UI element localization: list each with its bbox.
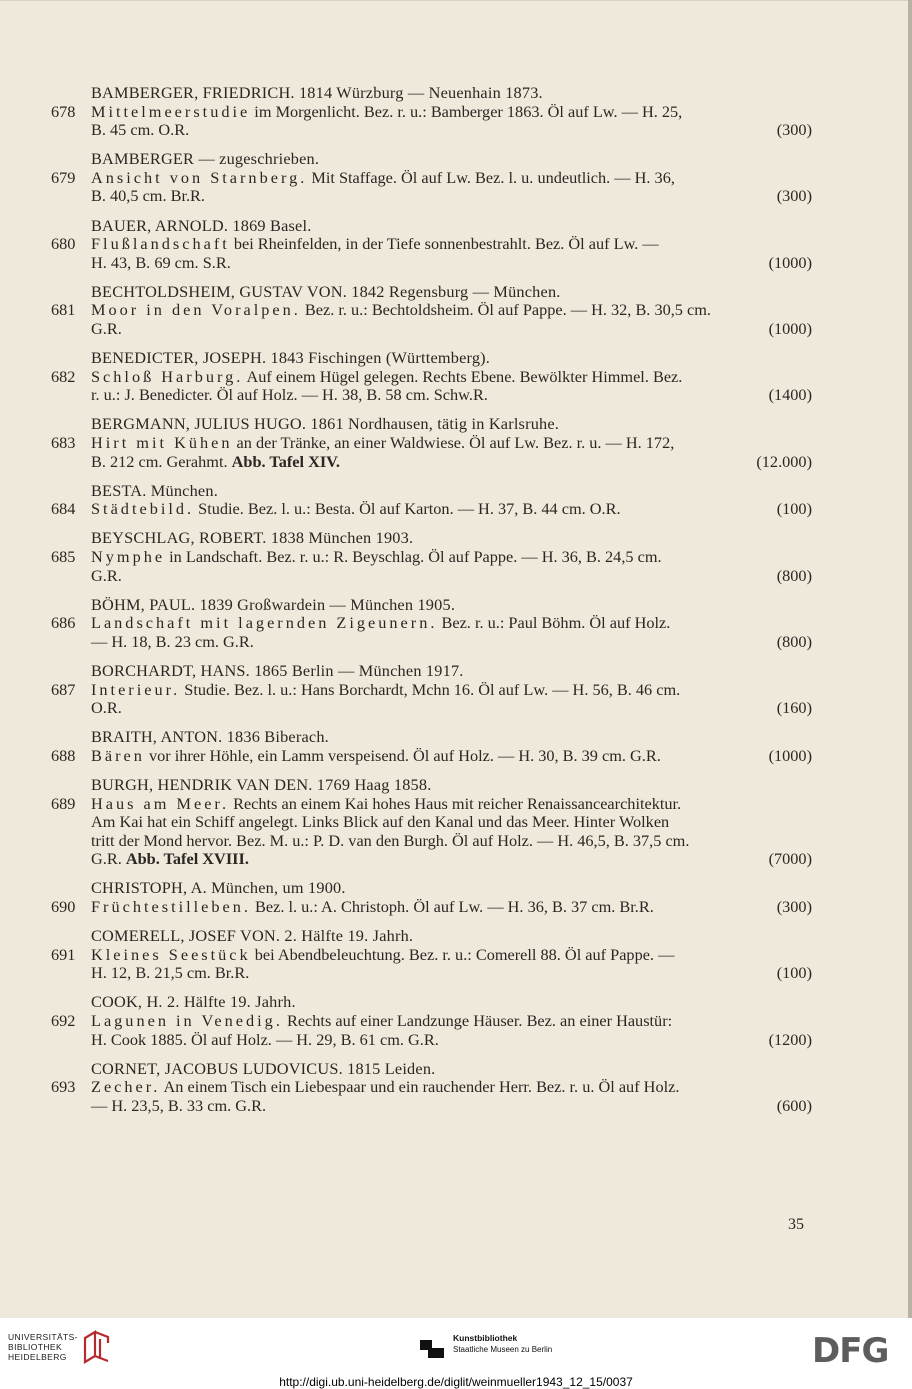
entry-text: im Morgenlicht. Bez. r. u.: Bamberger 1863. Öl auf Lw. — H. 25,	[250, 101, 683, 121]
estimate-price: (7000)	[768, 849, 812, 869]
estimate-price: (1400)	[768, 385, 812, 405]
artist-heading: BAUER, ARNOLD. 1869 Basel.	[91, 215, 312, 235]
entry-text: in Landschaft. Bez. r. u.: R. Beyschlag. Öl auf Pappe. — H. 36, B. 24,5 cm.	[165, 546, 662, 566]
artwork-title: Nymphe	[91, 546, 166, 566]
entry-line	[48, 453, 812, 472]
entry-text: G.R.	[91, 849, 126, 869]
lot-number: 690	[51, 896, 76, 916]
page-number: 35	[788, 1216, 804, 1233]
estimate-price: (300)	[776, 186, 812, 206]
entry-line	[48, 235, 812, 254]
artist-heading: BESTA. München.	[91, 480, 218, 500]
university-line: HEIDELBERG	[8, 1352, 67, 1362]
entry-line	[48, 813, 812, 832]
artwork-title: Ansicht von Starnberg.	[91, 167, 308, 187]
entry-text: An einem Tisch ein Liebespaar und ein rauchender Herr. Bez. r. u. Öl auf Holz.	[160, 1077, 680, 1097]
catalog-entries	[48, 84, 812, 1126]
estimate-price: (300)	[776, 896, 812, 916]
kunstbibliothek-subtitle: Staatliche Museen zu Berlin	[453, 1345, 553, 1354]
entry-line	[48, 946, 812, 965]
catalog-entry	[48, 879, 812, 916]
entry-text: Mit Staffage. Öl auf Lw. Bez. l. u. undeutlich. — H. 36,	[307, 167, 675, 187]
catalog-entry	[48, 529, 812, 585]
entry-text: — H. 18, B. 23 cm. G.R.	[91, 631, 254, 651]
entry-line	[48, 699, 812, 718]
entry-line	[48, 898, 812, 917]
artwork-title: Städtebild.	[91, 499, 195, 519]
entry-text: Bez. r. u.: Bechtoldsheim. Öl auf Pappe. — H. 32, B. 30,5 cm.	[300, 300, 711, 320]
entry-line	[48, 103, 812, 122]
lot-number: 678	[51, 101, 76, 121]
university-line: BIBLIOTHEK	[8, 1342, 63, 1352]
entry-text: tritt der Mond hervor. Bez. M. u.: P. D. van den Burgh. Öl auf Holz. — H. 46,5, B. 37,5 cm.	[91, 830, 690, 850]
lot-number: 684	[51, 499, 76, 519]
entry-text: H. 12, B. 21,5 cm. Br.R.	[91, 963, 250, 983]
artwork-title: Landschaft mit lagernden Zigeunern.	[91, 613, 438, 633]
estimate-price: (300)	[776, 120, 812, 140]
university-library-logo-icon[interactable]	[82, 1329, 112, 1365]
artwork-title: Mittelmeerstudie	[91, 101, 251, 121]
entry-text: Bez. r. u.: Paul Böhm. Öl auf Holz.	[437, 613, 671, 633]
entry-text: bei Abendbeleuchtung. Bez. r. u.: Comerell 88. Öl auf Pappe. —	[250, 944, 675, 964]
artwork-title: Moor in den Voralpen.	[91, 300, 301, 320]
estimate-price: (800)	[776, 631, 812, 651]
entry-text: Am Kai hat ein Schiff angelegt. Links Blick auf den Kanal und das Meer. Hinter Wolken	[91, 812, 670, 832]
entry-line	[48, 614, 812, 633]
entry-line	[48, 1097, 812, 1116]
artist-heading: BECHTOLDSHEIM, GUSTAV VON. 1842 Regensburg — München.	[91, 281, 561, 301]
lot-number: 686	[51, 613, 76, 633]
artwork-title: Schloß Harburg.	[91, 366, 244, 386]
estimate-price: (1000)	[768, 745, 812, 765]
estimate-price: (600)	[776, 1095, 812, 1115]
artwork-title: Haus am Meer.	[91, 793, 230, 813]
artwork-title: Lagunen in Venedig.	[91, 1010, 283, 1030]
entry-text: B. 45 cm. O.R.	[91, 120, 190, 140]
entry-text: O.R.	[91, 698, 122, 718]
entry-line	[48, 795, 812, 814]
lot-number: 688	[51, 745, 76, 765]
catalog-entry	[48, 776, 812, 869]
entry-line	[48, 500, 812, 519]
entry-line	[48, 368, 812, 387]
lot-number: 682	[51, 366, 76, 386]
entry-line	[48, 548, 812, 567]
entry-line	[48, 301, 812, 320]
entry-line	[48, 386, 812, 405]
catalog-entry	[48, 150, 812, 206]
entry-line	[48, 169, 812, 188]
estimate-price: (100)	[776, 963, 812, 983]
entry-line	[48, 434, 812, 453]
artwork-title: Hirt mit Kühen	[91, 433, 233, 452]
artist-heading: COMERELL, JOSEF VON. 2. Hälfte 19. Jahrh.	[91, 926, 414, 946]
entry-text: Rechts auf einer Landzunge Häuser. Bez. an einer Haustür:	[282, 1010, 673, 1030]
artist-heading: BENEDICTER, JOSEPH. 1843 Fischingen (Württemberg).	[91, 348, 491, 368]
estimate-price: (12.000)	[756, 451, 812, 471]
entry-line	[48, 964, 812, 983]
entry-text: G.R.	[91, 319, 122, 339]
estimate-price: (1000)	[768, 252, 812, 272]
catalog-entry	[48, 927, 812, 983]
artist-heading: BERGMANN, JULIUS HUGO. 1861 Nordhausen, tätig in Karlsruhe.	[91, 414, 560, 434]
catalog-entry	[48, 283, 812, 339]
estimate-price: (1200)	[768, 1029, 812, 1049]
artist-heading: BÖHM, PAUL. 1839 Großwardein — München 1905.	[91, 594, 456, 614]
footer-bar	[0, 1318, 912, 1389]
entry-text: — H. 23,5, B. 33 cm. G.R.	[91, 1095, 267, 1115]
artist-heading: BAMBERGER — zugeschrieben.	[91, 149, 320, 169]
lot-number: 683	[51, 433, 76, 452]
catalog-entry	[48, 1060, 812, 1116]
entry-text: B. 40,5 cm. Br.R.	[91, 186, 205, 206]
entry-text: B. 212 cm. Gerahmt.	[91, 451, 232, 471]
entry-text: Rechts an einem Kai hohes Haus mit reicher Renaissancearchitektur.	[229, 793, 682, 813]
catalog-entry	[48, 415, 812, 471]
artwork-title: Kleines Seestück	[91, 944, 251, 964]
catalog-entry	[48, 482, 812, 519]
entry-text: H. Cook 1885. Öl auf Holz. — H. 29, B. 61 cm. G.R.	[91, 1029, 439, 1049]
entry-line	[48, 681, 812, 700]
kunstbibliothek-label[interactable]	[453, 1332, 552, 1356]
kunstbibliothek-logo-icon[interactable]	[418, 1336, 446, 1360]
artist-heading: CHRISTOPH, A. München, um 1900.	[91, 878, 346, 898]
entry-text: an der Tränke, an einer Waldwiese. Öl auf Lw. Bez. r. u. — H. 172,	[232, 433, 675, 452]
artist-heading: BAMBERGER, FRIEDRICH. 1814 Würzburg — Neuenhain 1873.	[91, 83, 543, 102]
catalog-entry	[48, 662, 812, 718]
artist-heading: BORCHARDT, HANS. 1865 Berlin — München 1917.	[91, 660, 464, 680]
artwork-title: Bären	[91, 745, 145, 765]
lot-number: 687	[51, 679, 76, 699]
entry-text: Studie. Bez. l. u.: Besta. Öl auf Karton. — H. 37, B. 44 cm. O.R.	[194, 499, 621, 519]
artist-heading: CORNET, JACOBUS LUDOVICUS. 1815 Leiden.	[91, 1058, 436, 1078]
entry-text: Studie. Bez. l. u.: Hans Borchardt, Mchn 16. Öl auf Lw. — H. 56, B. 46 cm.	[180, 679, 681, 699]
entry-text: Bez. l. u.: A. Christoph. Öl auf Lw. — H. 36, B. 37 cm. Br.R.	[250, 896, 654, 916]
university-line: UNIVERSITÄTS-	[8, 1332, 78, 1342]
estimate-price: (1000)	[768, 319, 812, 339]
catalog-entry	[48, 217, 812, 273]
entry-line	[48, 1031, 812, 1050]
entry-line	[48, 320, 812, 339]
university-library-label[interactable]	[8, 1332, 78, 1362]
estimate-price: (800)	[776, 565, 812, 585]
entry-text: bei Rheinfelden, in der Tiefe sonnenbestrahlt. Bez. Öl auf Lw. —	[229, 234, 659, 254]
plate-reference: Abb. Tafel XIV.	[231, 451, 340, 471]
dfg-logo[interactable]: DFG	[812, 1331, 889, 1371]
entry-text: G.R.	[91, 565, 122, 585]
entry-text: H. 43, B. 69 cm. S.R.	[91, 252, 231, 272]
entry-line	[48, 187, 812, 206]
plate-reference: Abb. Tafel XVIII.	[125, 849, 249, 869]
entry-line	[48, 747, 812, 766]
kunstbibliothek-title: Kunstbibliothek	[453, 1333, 518, 1343]
entry-line	[48, 832, 812, 851]
lot-number: 680	[51, 234, 76, 254]
lot-number: 681	[51, 300, 76, 320]
artwork-title: Flußlandschaft	[91, 234, 230, 254]
entry-text: Auf einem Hügel gelegen. Rechts Ebene. Bewölkter Himmel. Bez.	[243, 366, 683, 386]
artwork-title: Zecher.	[91, 1077, 161, 1097]
catalog-entry	[48, 993, 812, 1049]
artist-heading: COOK, H. 2. Hälfte 19. Jahrh.	[91, 992, 296, 1012]
lot-number: 679	[51, 167, 76, 187]
source-url[interactable]: http://digi.ub.uni-heidelberg.de/diglit/weinmueller1943_12_15/0037	[279, 1375, 633, 1389]
entry-line	[48, 567, 812, 586]
entry-line	[48, 633, 812, 652]
catalog-entry	[48, 596, 812, 652]
entry-line	[48, 1078, 812, 1097]
artwork-title: Früchtestilleben.	[91, 896, 251, 916]
artist-heading: BEYSCHLAG, ROBERT. 1838 München 1903.	[91, 528, 414, 548]
entry-text: vor ihrer Höhle, ein Lamm verspeisend. Öl auf Holz. — H. 30, B. 39 cm. G.R.	[144, 745, 661, 765]
entry-line	[48, 1012, 812, 1031]
entry-line	[48, 121, 812, 140]
estimate-price: (160)	[776, 698, 812, 718]
entry-line	[48, 850, 812, 869]
artist-heading: BRAITH, ANTON. 1836 Biberach.	[91, 727, 329, 747]
lot-number: 692	[51, 1010, 76, 1030]
artwork-title: Interieur.	[91, 679, 181, 699]
estimate-price: (100)	[776, 499, 812, 519]
catalog-entry	[48, 84, 812, 140]
lot-number: 689	[51, 793, 76, 813]
artist-heading: BURGH, HENDRIK VAN DEN. 1769 Haag 1858.	[91, 774, 432, 794]
catalog-entry	[48, 349, 812, 405]
lot-number: 691	[51, 944, 76, 964]
catalog-entry	[48, 728, 812, 765]
entry-line	[48, 254, 812, 273]
lot-number: 693	[51, 1077, 76, 1097]
entry-text: r. u.: J. Benedicter. Öl auf Holz. — H. 38, B. 58 cm. Schw.R.	[91, 385, 488, 405]
lot-number: 685	[51, 546, 76, 566]
